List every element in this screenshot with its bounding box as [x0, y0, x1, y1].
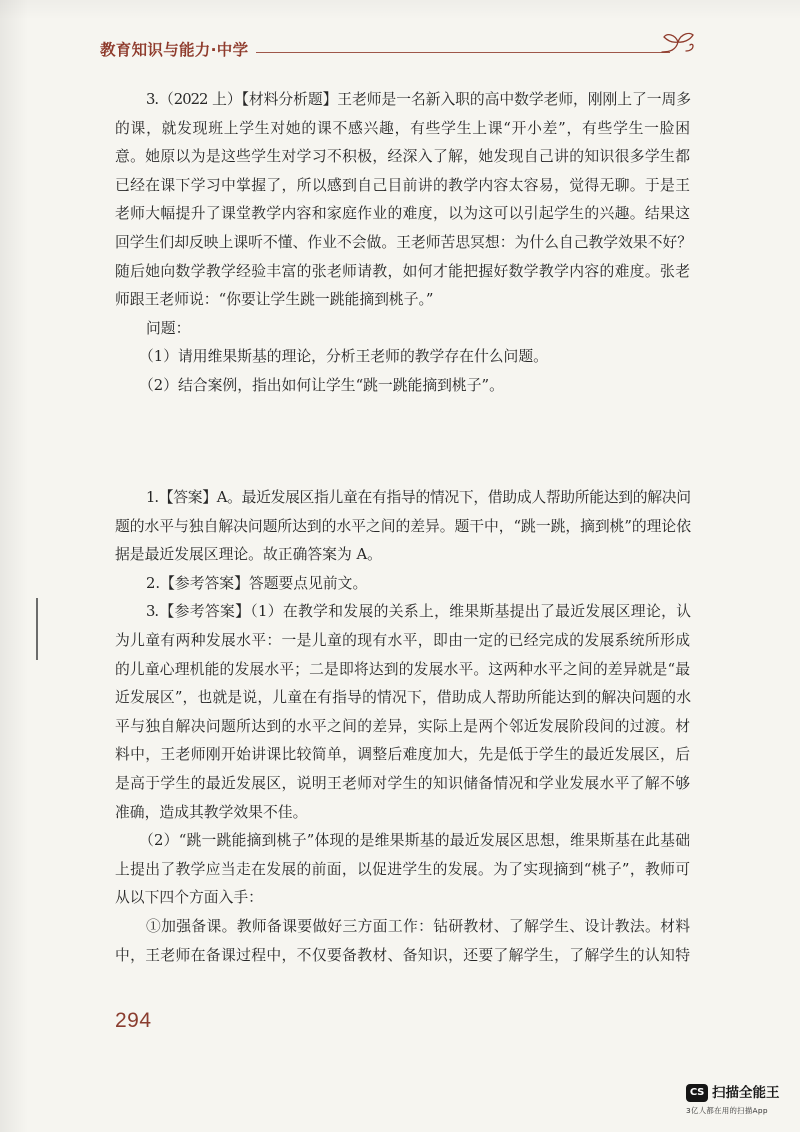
header-rule	[256, 52, 670, 53]
question-stem-line: 意。她原以为是这些学生对学习不积极，经深入了解，她发现自己讲的知识很多学生都	[115, 148, 690, 166]
margin-mark	[36, 598, 38, 660]
answer-line: 料中，王老师刚开始讲课比较简单，调整后难度加大，先是低于学生的最近发展区，后	[115, 746, 690, 764]
answer-line: 2.【参考答案】答题要点见前文。	[146, 574, 368, 592]
questions-label: 问题：	[146, 319, 191, 337]
answer-line: 上提出了教学应当走在发展的前面，以促进学生的发展。为了实现摘到“桃子”，教师可	[115, 860, 690, 878]
answer-line: 为儿童有两种发展水平：一是儿童的现有水平，即由一定的已经完成的发展系统所形成	[115, 631, 690, 649]
question-stem-line: 回学生们却反映上课听不懂、作业不会做。王老师苦思冥想：为什么自己教学效果不好？	[115, 233, 693, 251]
scanner-tagline: 3亿人都在用的扫描App	[686, 1106, 768, 1115]
sprout-icon	[660, 29, 696, 55]
page-number: 294	[115, 1009, 152, 1032]
sub-question: （2）结合案例，指出如何让学生“跳一跳能摘到桃子”。	[139, 376, 504, 394]
answer-line: 据是最近发展区理论。故正确答案为 A。	[115, 546, 382, 564]
answer-line: 从以下四个方面入手：	[115, 889, 263, 907]
sub-question: （1）请用维果斯基的理论，分析王老师的教学存在什么问题。	[139, 348, 548, 366]
question-stem-line: 已经在课下学习中掌握了，所以感到自己目前讲的教学内容太容易，觉得无聊。于是王	[115, 176, 690, 194]
question-stem-line: 师跟王老师说：“你要让学生跳一跳能摘到桃子。”	[115, 291, 434, 309]
camscanner-logo-icon: CS	[686, 1084, 708, 1102]
question-stem-line: 随后她向数学教学经验丰富的张老师请教，如何才能把握好数学教学内容的难度。张老	[115, 262, 690, 280]
answer-line: 是高于学生的最近发展区，说明王老师对学生的知识储备情况和学业发展水平了解不够	[115, 774, 690, 792]
answer-line: 1.【答案】A。最近发展区指儿童在有指导的情况下，借助成人帮助所能达到的解决问	[146, 489, 690, 506]
header-title: 教育知识与能力·中学	[100, 41, 249, 59]
question-block	[115, 86, 693, 401]
question-stem-line: 的课，就发现班上学生对她的课不感兴趣，有些学生上课“开小差”，有些学生一脸困	[115, 119, 690, 137]
answer-line: 准确，造成其教学效果不佳。	[115, 803, 308, 821]
answer-line: 题的水平与独自解决问题所达到的水平之间的差异。题干中，“跳一跳，摘到桃”的理论依	[115, 517, 690, 535]
scanner-brand: 扫描全能王	[712, 1085, 780, 1101]
answer-line: 3.【参考答案】（1）在教学和发展的关系上，维果斯基提出了最近发展区理论，认	[146, 603, 690, 621]
question-stem-line: 3.（2022 上）【材料分析题】王老师是一名新入职的高中数学老师，刚刚上了一周多	[146, 91, 690, 108]
answer-line: ①加强备课。教师备课要做好三方面工作：钻研教材、了解学生、设计教法。材料	[146, 917, 690, 935]
answer-line: 的儿童心理机能的发展水平；二是即将达到的发展水平。这两种水平之间的差异就是“最	[115, 660, 690, 678]
question-stem-line: 老师大幅提升了课堂教学内容和家庭作业的难度，以为这可以引起学生的兴趣。结果这	[115, 205, 690, 223]
answer-block	[115, 484, 690, 970]
answer-line: 平与独自解决问题所达到的水平之间的差异，实际上是两个邻近发展阶段间的过渡。材	[115, 717, 690, 735]
answer-line: （2）“跳一跳能摘到桃子”体现的是维果斯基的最近发展区思想，维果斯基在此基础	[139, 832, 690, 850]
answer-line: 中，王老师在备课过程中，不仅要备教材、备知识，还要了解学生，了解学生的认知特	[115, 946, 690, 964]
answer-line: 近发展区”，也就是说，儿童在有指导的情况下，借助成人帮助所能达到的解决问题的水	[115, 689, 690, 707]
